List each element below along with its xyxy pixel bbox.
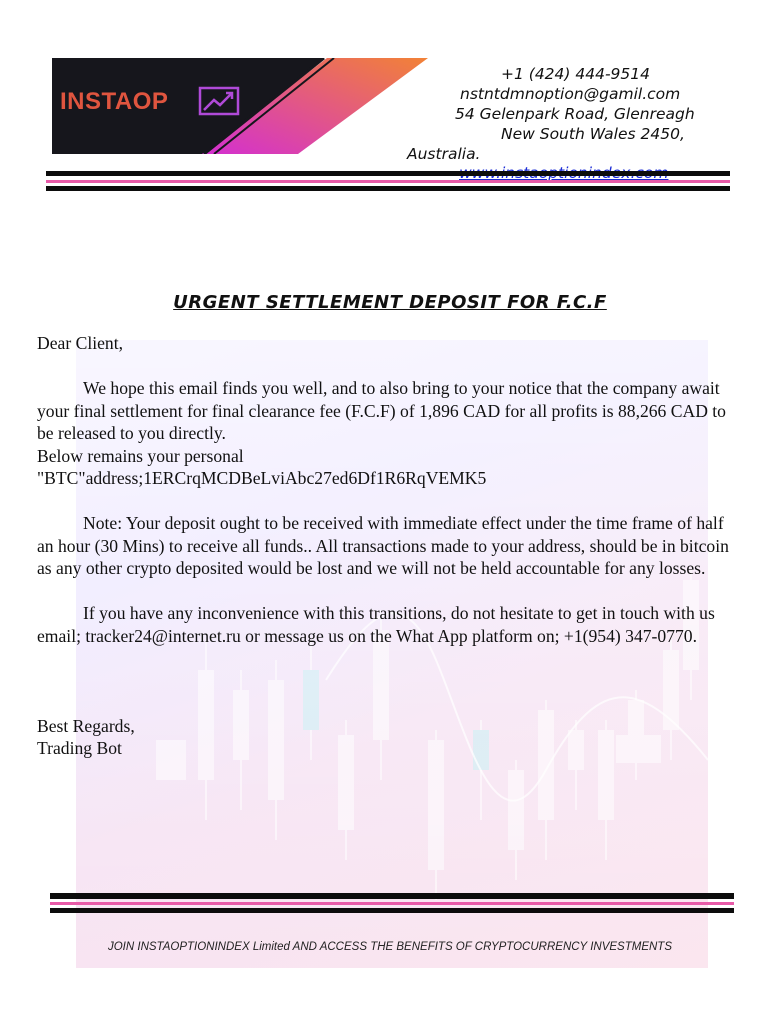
- contact-address-line1: 54 Gelenpark Road, Glenreagh: [455, 105, 695, 123]
- letter-body: [37, 332, 742, 760]
- contact-country: Australia.: [407, 145, 481, 163]
- document-title: URGENT SETTLEMENT DEPOSIT FOR F.C.F: [173, 292, 607, 313]
- footer-rule-top: [50, 893, 734, 899]
- btc-address: "BTC"address;1ERCrqMCDBeLviAbc27ed6Df1R6RqVEMK5: [37, 468, 487, 488]
- footer-rule-bottom: [50, 908, 734, 913]
- paragraph-settlement: We hope this email finds you well, and to also bring to your notice that the company await your final settlement for final clearance fee (F.C.F) of 1,896 CAD for all profits is 88,266 CAD to be released to you directly.: [37, 378, 726, 443]
- brand-logo: [52, 58, 428, 154]
- header-rule-bottom: [46, 186, 730, 191]
- header-rule-pink: [46, 180, 730, 183]
- paragraph-btc-label: Below remains your personal: [37, 445, 244, 466]
- contact-address-line2: New South Wales 2450,: [501, 125, 685, 143]
- contact-phone: +1 (424) 444-9514: [501, 65, 651, 83]
- salutation: Dear Client,: [37, 333, 123, 353]
- paragraph-contact: If you have any inconvenience with this transitions, do not hesitate to get in touch with us email; tracker24@internet.ru or message us on the What App platform on; +1(954) 347-0770.: [37, 603, 715, 646]
- signature: Trading Bot: [37, 738, 122, 758]
- footer-rule-pink: [50, 902, 734, 905]
- header-rule-top: [46, 171, 730, 176]
- footer-tagline: JOIN INSTAOPTIONINDEX Limited AND ACCESS THE BENEFITS OF CRYPTOCURRENCY INVESTMENTS: [107, 941, 672, 953]
- logo-wordmark: INSTAOP: [60, 88, 169, 115]
- paragraph-note: Note: Your deposit ought to be received with immediate effect under the time frame of half an hour (30 Mins) to receive all funds.. All transactions made to your address, should be in bitcoin as any other crypto deposited would be lost and we will not be held accountable for any losses.: [37, 513, 729, 578]
- closing: Best Regards,: [37, 715, 135, 736]
- contact-email: nstntdmnoption@gamil.com: [460, 85, 681, 103]
